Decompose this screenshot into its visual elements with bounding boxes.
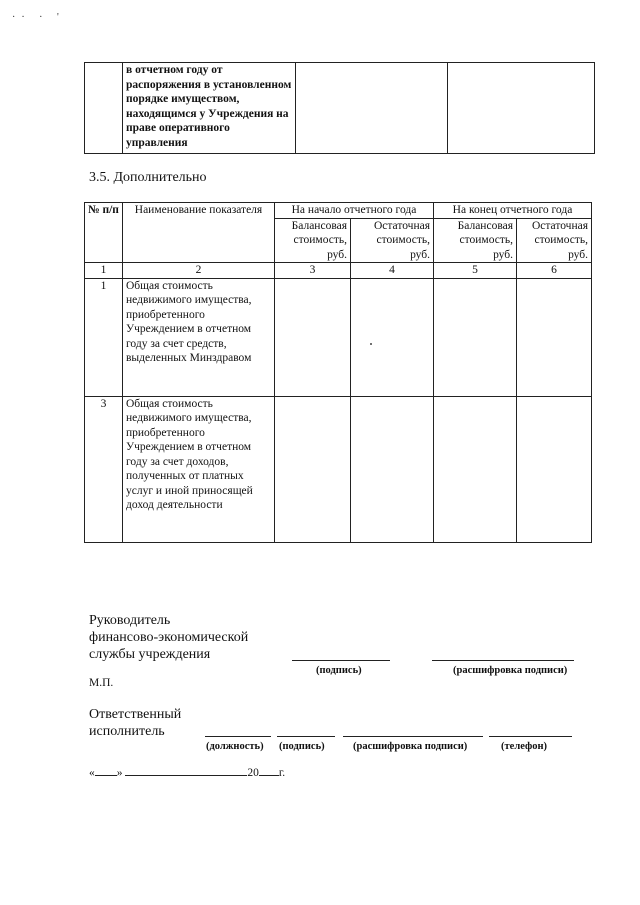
- decryption-line-2: [343, 736, 483, 737]
- column-number: 5: [434, 263, 517, 279]
- table-cell: [434, 396, 517, 542]
- table-cell: [351, 396, 434, 542]
- decryption-line: [432, 660, 574, 661]
- header-start-period: На начало отчетного года: [275, 203, 434, 219]
- table-cell: [85, 63, 123, 154]
- table-row: [85, 396, 592, 542]
- continuation-row-text: в отчетном году от распоряжения в установленном порядке имуществом, находящимся у Учреждения на праве оперативного управления: [126, 64, 292, 149]
- row-name: Общая стоимость недвижимого имущества, приобретенного Учреждением в отчетном году за счет средств, выделенных Минздравом: [123, 278, 275, 396]
- row-num: 3: [85, 396, 123, 542]
- head-title-line: службы учреждения: [89, 647, 211, 662]
- header-name: Наименование показателя: [123, 203, 275, 263]
- caption-signature-2: (подпись): [279, 741, 325, 752]
- column-number: 4: [351, 263, 434, 279]
- executor-title-line: исполнитель: [89, 724, 165, 739]
- header-residual-end: Остаточная стоимость, руб.: [517, 218, 592, 263]
- head-title-line: Руководитель: [89, 613, 171, 628]
- table-cell: [123, 63, 296, 154]
- table-cell: [275, 278, 351, 396]
- phone-line: [489, 736, 572, 737]
- year-blank: [259, 775, 279, 776]
- executor-title-line: Ответственный: [89, 707, 182, 722]
- table-row: [85, 278, 592, 396]
- column-number: 3: [275, 263, 351, 279]
- table-cell: [517, 396, 592, 542]
- date-open-quote: «: [89, 767, 95, 779]
- month-blank: [125, 775, 247, 776]
- stamp-label: М.П.: [89, 677, 114, 689]
- head-title: [89, 612, 248, 663]
- date-close-quote: »: [116, 767, 123, 779]
- table-cell: [275, 396, 351, 542]
- signature-line: [292, 660, 390, 661]
- table-row: [85, 63, 595, 154]
- header-residual-start: Остаточная стоимость, руб.: [351, 218, 434, 263]
- table-header-row: [85, 203, 592, 219]
- table-cell: [296, 63, 448, 154]
- header-balance-start: Балансовая стоимость, руб.: [275, 218, 351, 263]
- additional-table: [84, 202, 592, 543]
- row-num: 1: [85, 278, 123, 396]
- caption-phone: (телефон): [501, 741, 548, 752]
- table-cell: [351, 278, 434, 396]
- caption-position: (должность): [206, 741, 264, 752]
- date-line: [89, 767, 285, 779]
- caption-decryption-2: (расшифровка подписи): [353, 741, 468, 752]
- table-cell: [448, 63, 595, 154]
- signature-line-2: [277, 736, 335, 737]
- header-num: № п/п: [85, 203, 123, 263]
- continuation-table: [84, 62, 595, 154]
- date-year-suffix: г.: [278, 767, 286, 779]
- caption-signature: (подпись): [316, 665, 362, 676]
- executor-title: [89, 706, 181, 740]
- section-heading: 3.5. Дополнительно: [89, 170, 207, 185]
- column-number-row: [85, 263, 592, 279]
- column-number: 1: [85, 263, 123, 279]
- date-year-prefix: 20: [247, 767, 259, 779]
- row-name: Общая стоимость недвижимого имущества, приобретенного Учреждением в отчетном году за счет доходов, полученных от платных услуг и иной приносящей доход деятельности: [123, 396, 275, 542]
- scan-marks: ·· · ': [12, 12, 65, 23]
- header-end-period: На конец отчетного года: [434, 203, 592, 219]
- position-line: [205, 736, 271, 737]
- column-number: 6: [517, 263, 592, 279]
- header-balance-end: Балансовая стоимость, руб.: [434, 218, 517, 263]
- column-number: 2: [123, 263, 275, 279]
- table-cell: [434, 278, 517, 396]
- scan-speck: [370, 343, 372, 345]
- caption-decryption: (расшифровка подписи): [453, 665, 568, 676]
- table-cell: [517, 278, 592, 396]
- day-blank: [95, 775, 117, 776]
- head-title-line: финансово-экономической: [89, 630, 249, 645]
